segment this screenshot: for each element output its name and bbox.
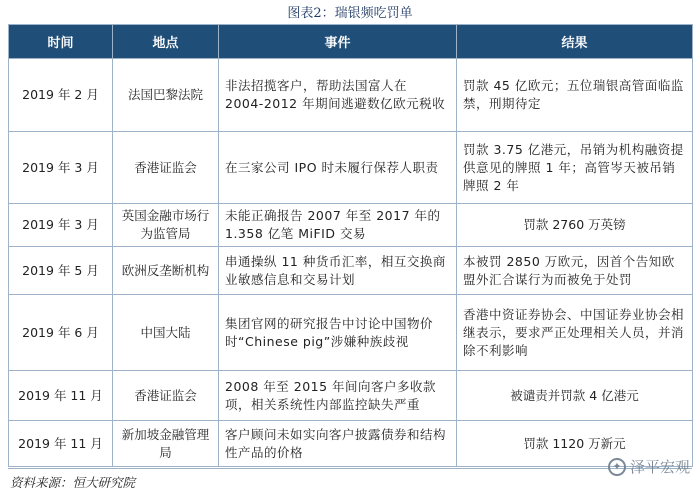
cell-time: 2019 年 6 月 bbox=[9, 295, 113, 371]
cell-time: 2019 年 3 月 bbox=[9, 204, 113, 247]
header-place: 地点 bbox=[113, 25, 219, 59]
cell-event: 客户顾问未如实向客户披露债券和结构性产品的价格 bbox=[219, 421, 457, 467]
table-caption: 图表2：瑞银频吃罚单 bbox=[287, 6, 413, 21]
cell-result: 罚款 3.75 亿港元，吊销为机构融资提供意见的牌照 1 年；高管岑天被吊销牌照 2 年 bbox=[457, 132, 693, 204]
cell-result: 香港中资证券协会、中国证券业协会相继表示，要求严正处理相关人员，并消除不利影响 bbox=[457, 295, 693, 371]
cell-result: 被谴责并罚款 4 亿港元 bbox=[457, 371, 693, 421]
cell-event: 集团官网的研究报告中讨论中国物价时“Chinese pig”涉嫌种族歧视 bbox=[219, 295, 457, 371]
cell-place: 中国大陆 bbox=[113, 295, 219, 371]
cell-event: 非法招揽客户，帮助法国富人在 2004-2012 年期间逃避数亿欧元税收 bbox=[219, 59, 457, 132]
wechat-logo-icon: ✦ bbox=[608, 458, 626, 476]
watermark-text: 泽平宏观 bbox=[629, 458, 690, 476]
cell-place: 香港证监会 bbox=[113, 132, 219, 204]
table-row bbox=[9, 132, 693, 204]
cell-place: 新加坡金融管理局 bbox=[113, 421, 219, 467]
cell-event: 在三家公司 IPO 时未履行保荐人职责 bbox=[219, 132, 457, 204]
cell-place: 欧洲反垄断机构 bbox=[113, 247, 219, 295]
cell-result: 罚款 45 亿欧元；五位瑞银高管面临监禁，刑期待定 bbox=[457, 59, 693, 132]
cell-place: 香港证监会 bbox=[113, 371, 219, 421]
header-time: 时间 bbox=[9, 25, 113, 59]
table-row bbox=[9, 247, 693, 295]
table-row bbox=[9, 371, 693, 421]
cell-result: 罚款 1120 万新元 bbox=[457, 421, 693, 467]
cell-place: 英国金融市场行为监管局 bbox=[113, 204, 219, 247]
cell-time: 2019 年 5 月 bbox=[9, 247, 113, 295]
cell-result: 罚款 2760 万英镑 bbox=[457, 204, 693, 247]
table-row bbox=[9, 421, 693, 467]
cell-time: 2019 年 3 月 bbox=[9, 132, 113, 204]
penalty-table bbox=[8, 24, 693, 467]
source-note: 资料来源：恒大研究院 bbox=[10, 475, 136, 490]
cell-event: 2008 年至 2015 年间向客户多收款项，相关系统性内部监控缺失严重 bbox=[219, 371, 457, 421]
table-row bbox=[9, 204, 693, 247]
cell-place: 法国巴黎法院 bbox=[113, 59, 219, 132]
cell-time: 2019 年 11 月 bbox=[9, 421, 113, 467]
cell-event: 未能正确报告 2007 年至 2017 年的 1.358 亿笔 MiFID 交易 bbox=[219, 204, 457, 247]
cell-event: 串通操纵 11 种货币汇率，相互交换商业敏感信息和交易计划 bbox=[219, 247, 457, 295]
footer-divider bbox=[8, 468, 692, 469]
cell-time: 2019 年 11 月 bbox=[9, 371, 113, 421]
watermark bbox=[608, 456, 690, 477]
cell-result: 本被罚 2850 万欧元，因首个告知欧盟外汇合谋行为而被免于处罚 bbox=[457, 247, 693, 295]
cell-time: 2019 年 2 月 bbox=[9, 59, 113, 132]
table-header-row bbox=[9, 25, 693, 59]
header-result: 结果 bbox=[457, 25, 693, 59]
header-event: 事件 bbox=[219, 25, 457, 59]
table-row bbox=[9, 59, 693, 132]
table-row bbox=[9, 295, 693, 371]
